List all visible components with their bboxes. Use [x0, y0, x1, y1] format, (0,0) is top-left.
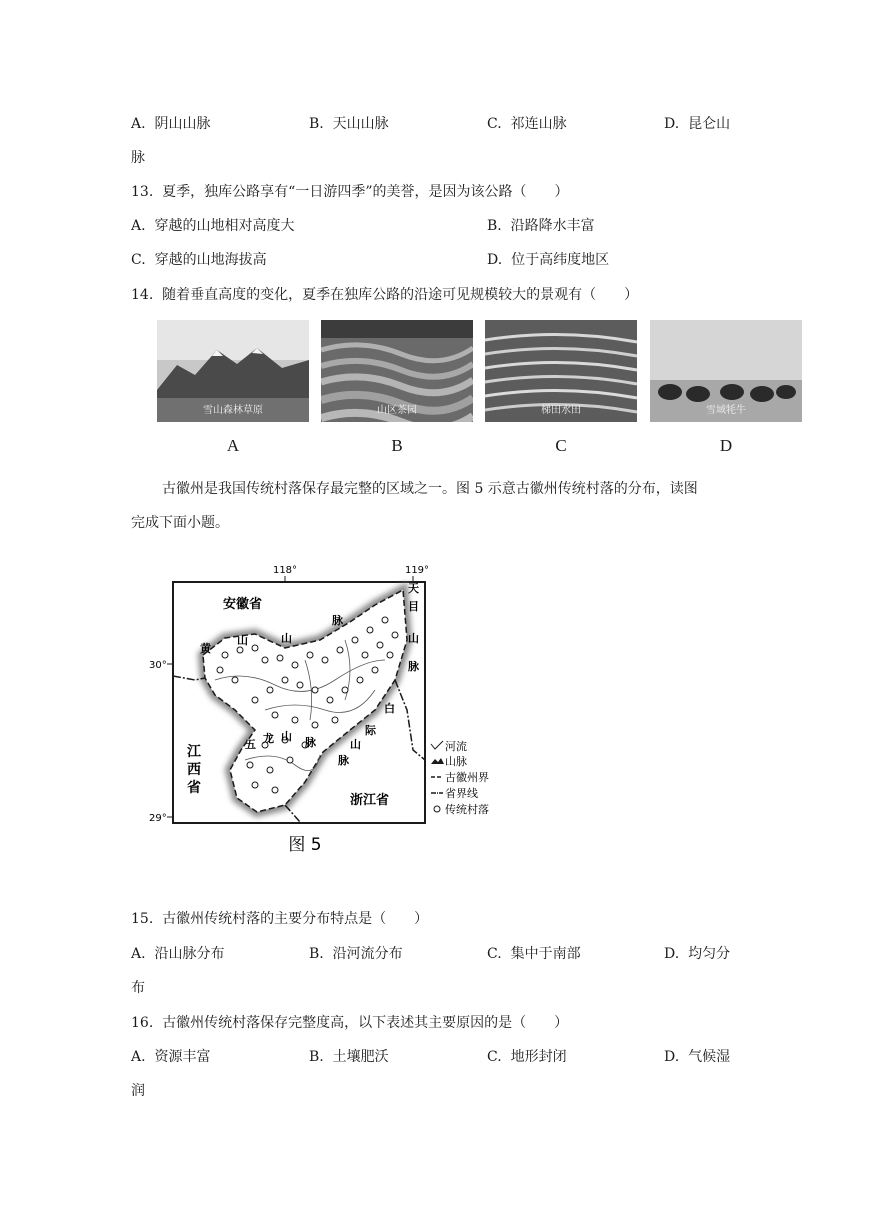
- q16-option-d: D. 气候湿: [664, 1049, 731, 1065]
- q14-photo-d: [650, 320, 802, 422]
- q13-option-a: A. 穿越的山地相对高度大: [131, 218, 295, 234]
- q14-label-d: D: [719, 436, 733, 455]
- q16-option-b: B. 土壤肥沃: [309, 1049, 389, 1065]
- province-jiangxi-1: 江: [187, 744, 201, 760]
- q13-stem: 13. 夏季，独库公路享有“一日游四季”的美誉，是因为该公路（ ）: [131, 184, 569, 200]
- q14-label-a: A: [226, 436, 240, 455]
- q15-option-b: B. 沿河流分布: [309, 946, 403, 962]
- mtn-baiji-2: 际: [365, 724, 376, 737]
- province-jiangxi-2: 西: [187, 762, 201, 778]
- q14-photo-a: [157, 320, 309, 422]
- q14-label-b: B: [391, 436, 403, 455]
- q16-option-d-overflow: 润: [131, 1083, 145, 1099]
- q14-stem: 14. 随着垂直高度的变化，夏季在独库公路的沿途可见规模较大的景观有（ ）: [131, 287, 639, 303]
- q14-caption-b: 山区茶园: [377, 405, 417, 416]
- q15-stem: 15. 古徽州传统村落的主要分布特点是（ ）: [131, 911, 429, 927]
- q15-option-d: D. 均匀分: [664, 946, 731, 962]
- mtn-huangshan-1: 黄: [200, 642, 211, 655]
- q13-option-c: C. 穿越的山地海拔高: [131, 252, 267, 268]
- mtn-tianmu-2: 目: [408, 600, 419, 613]
- q16-option-a: A. 资源丰富: [131, 1049, 211, 1065]
- q12-option-d-overflow: 脉: [131, 150, 145, 166]
- q12-option-c: C. 祁连山脉: [487, 116, 567, 132]
- q13-option-b: B. 沿路降水丰富: [487, 218, 595, 234]
- q14-photo-c: [485, 320, 637, 422]
- q14-label-c: C: [555, 436, 567, 455]
- legend-mountain-icon: [431, 758, 444, 764]
- map-legend: [431, 739, 489, 816]
- mtn-wulong-1: 五: [245, 738, 256, 751]
- figure-5-map: [145, 560, 515, 860]
- lat-label-30: 30°: [149, 660, 167, 671]
- mtn-huangshan-2: 山: [237, 634, 248, 647]
- legend-river: 河流: [445, 740, 467, 753]
- lon-label-119: 119°: [404, 565, 430, 576]
- intro-line-1: 古徽州是我国传统村落保存最完整的区域之一。图 5 示意古徽州传统村落的分布，读图: [162, 481, 698, 497]
- q16-option-c: C. 地形封闭: [487, 1049, 567, 1065]
- mtn-wulong-3: 山: [281, 730, 292, 743]
- q12-option-b: B. 天山山脉: [309, 116, 389, 132]
- legend-river-icon: [431, 741, 443, 749]
- legend-province: 省界线: [445, 787, 478, 800]
- mtn-baiji-3: 山: [350, 738, 361, 751]
- lat-label-29: 29°: [149, 813, 167, 824]
- mtn-huangshan-3: 山: [281, 632, 292, 645]
- lon-label-118: 118°: [272, 565, 298, 576]
- mtn-wulong-2: 龙: [263, 732, 274, 745]
- q15-option-a: A. 沿山脉分布: [131, 946, 225, 962]
- q14-caption-c: 梯田水田: [541, 405, 581, 416]
- huizhou-map: [145, 560, 515, 860]
- province-anhui: 安徽省: [223, 597, 263, 612]
- q16-stem: 16. 古徽州传统村落保存完整度高，以下表述其主要原因的是（ ）: [131, 1015, 569, 1031]
- legend-boundary: 古徽州界: [445, 771, 489, 784]
- q14-photo-b: [321, 320, 473, 422]
- q13-option-d: D. 位于高纬度地区: [487, 252, 610, 268]
- q12-option-a: A. 阴山山脉: [131, 116, 211, 132]
- mtn-tianmu-4: 脉: [408, 660, 419, 673]
- q14-caption-d: 雪域牦牛: [706, 405, 746, 416]
- mtn-tianmu-3: 山: [408, 632, 419, 645]
- legend-village: 传统村落: [445, 803, 489, 816]
- q15-option-d-overflow: 布: [131, 980, 145, 996]
- province-zhejiang: 浙江省: [350, 793, 390, 808]
- mtn-wulong-4: 脉: [305, 736, 316, 749]
- intro-line-2: 完成下面小题。: [131, 515, 229, 531]
- mtn-tianmu-1: 天: [408, 582, 419, 595]
- q15-option-c: C. 集中于南部: [487, 946, 581, 962]
- q14-caption-a: 雪山森林草原: [203, 405, 263, 416]
- mtn-huangshan-4: 脉: [332, 614, 343, 627]
- legend-village-icon: [434, 806, 440, 812]
- mtn-baiji-1: 白: [384, 702, 395, 715]
- province-jiangxi-3: 省: [187, 780, 201, 796]
- mtn-baiji-4: 脉: [338, 754, 349, 767]
- figure-caption: 图 5: [288, 835, 322, 855]
- legend-mountain: 山脉: [445, 755, 467, 768]
- q12-option-d: D. 昆仑山: [664, 116, 731, 132]
